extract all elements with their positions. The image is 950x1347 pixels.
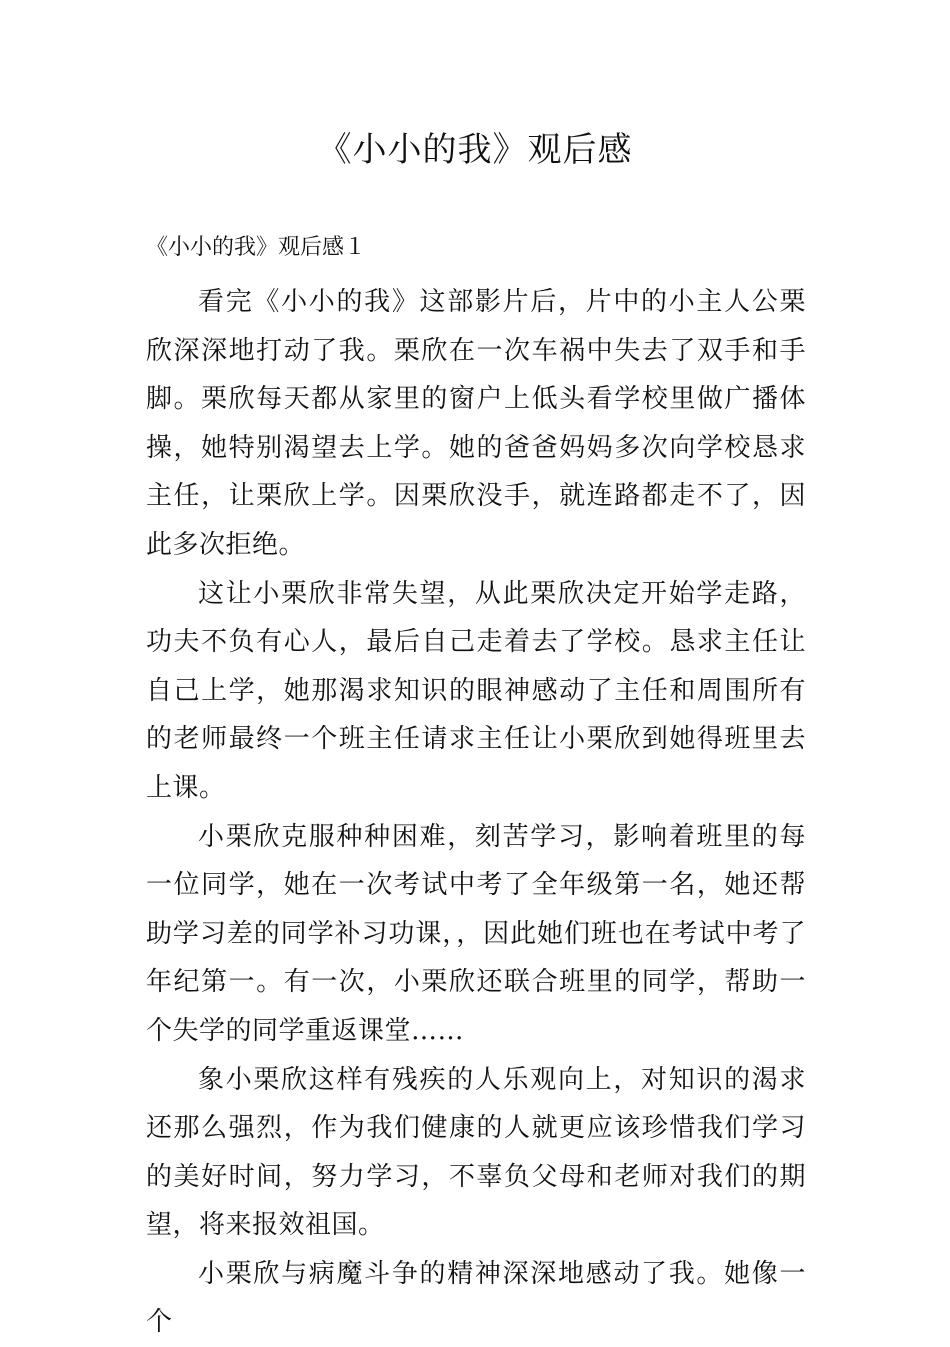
paragraph-5: 小栗欣与病魔斗争的精神深深地感动了我。她像一个 <box>146 1258 806 1338</box>
section-heading: 《小小的我》观后感１ <box>146 235 367 260</box>
paragraph-3: 小栗欣克服种种困难，刻苦学习，影响着班里的每一位同学，她在一次考试中考了全年级第一名，她还帮助学习差的同学补习功课，，因此她们班也在考试中考了年纪第一。有一次，小栗欣还联合班里的同学，帮助一个失学的同学重返课堂…… <box>146 821 806 1046</box>
paragraph-2: 这让小栗欣非常失望，从此栗欣决定开始学走路，功夫不负有心人，最后自己走着去了学校。恳求主任让自己上学，她那渴求知识的眼神感动了主任和周围所有的老师最终一个班主任请求主任让小栗欣到她得班里去上课。 <box>146 578 806 803</box>
paragraph-1: 看完《小小的我》这部影片后，片中的小主人公栗欣深深地打动了我。栗欣在一次车祸中失去了双手和手脚。栗欣每天都从家里的窗户上低头看学校里做广播体操，她特别渴望去上学。她的爸爸妈妈多次向学校恳求主任，让栗欣上学。因栗欣没手，就连路都走不了，因此多次拒绝。 <box>146 287 806 560</box>
paragraph-4: 象小栗欣这样有残疾的人乐观向上，对知识的渴求还那么强烈，作为我们健康的人就更应该珍惜我们学习的美好时间，努力学习，不辜负父母和老师对我们的期望，将来报效祖国。 <box>146 1064 806 1241</box>
document-title: 《小小的我》观后感 <box>317 130 633 170</box>
document-body <box>146 278 806 1347</box>
